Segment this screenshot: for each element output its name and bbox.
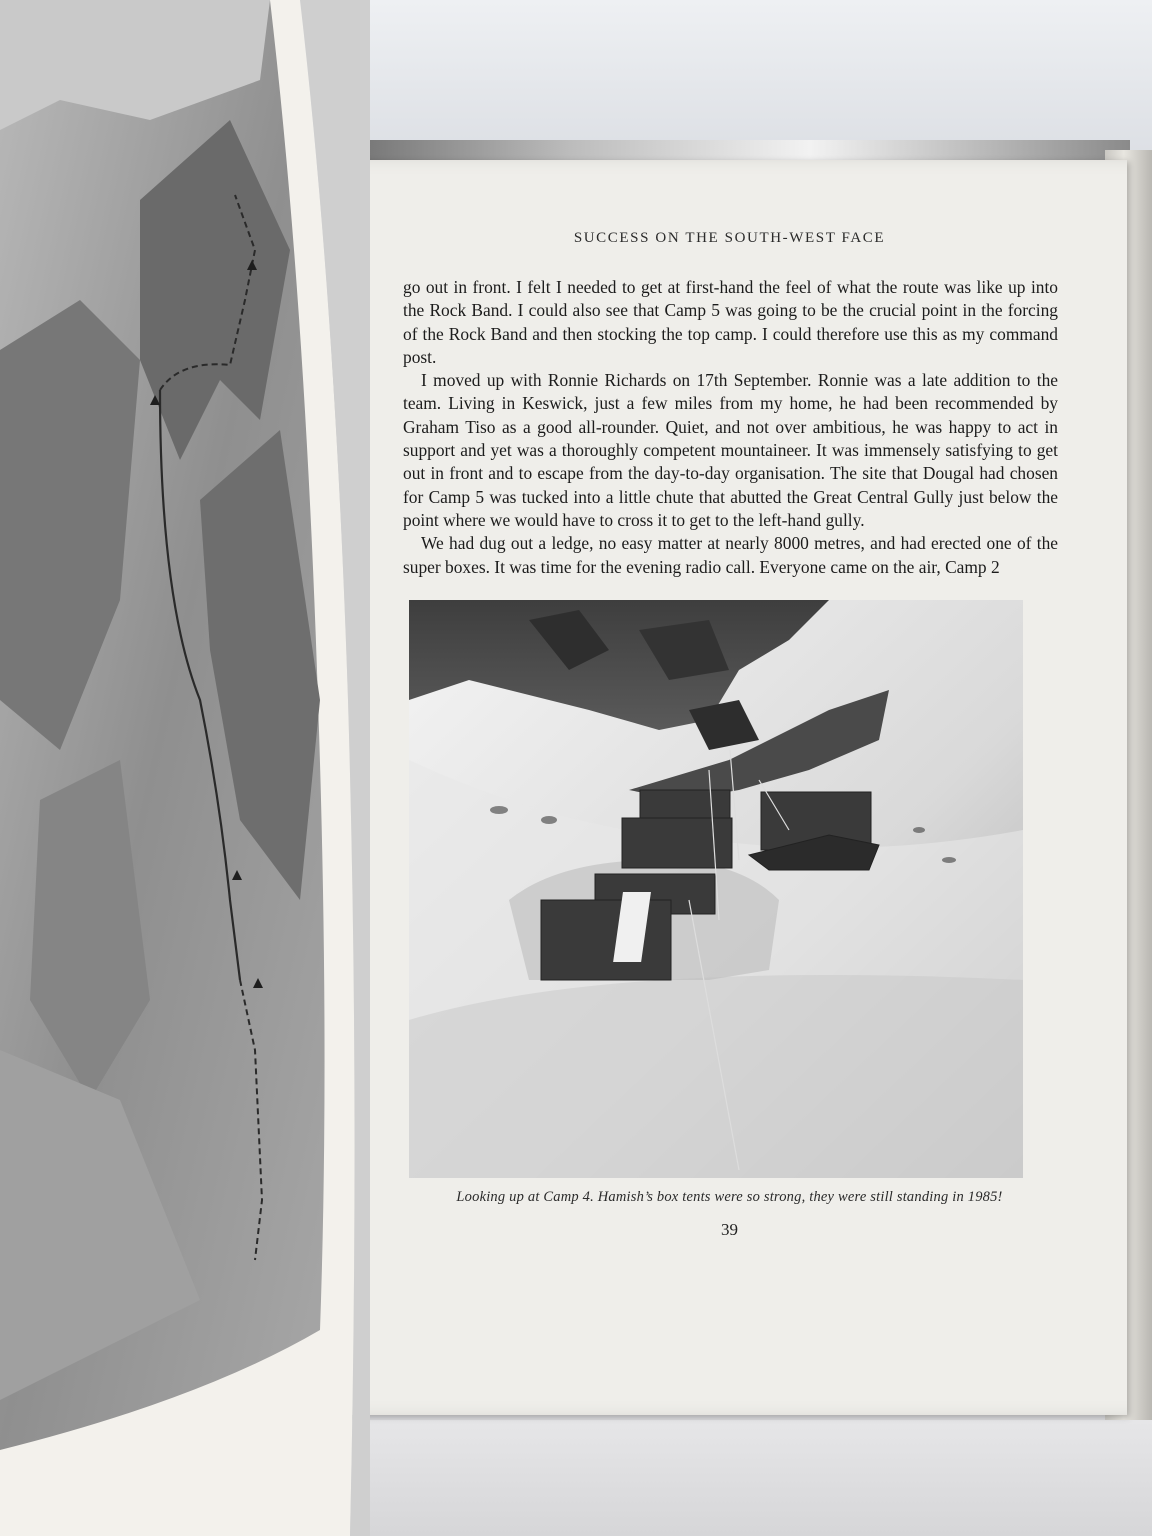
legend-caption: [0, 1012, 2, 1332]
left-page-photo: [0, 0, 370, 1536]
paragraph: We had dug out a ledge, no easy matter at nearly 8000 metres, and had erected one of the super boxes. It was time for the evening radio call. Everyone came on the air, Camp 2: [403, 533, 1058, 577]
page-number: 39: [721, 1220, 738, 1239]
camp-photo: [409, 600, 1023, 1178]
paragraph: go out in front. I felt I needed to get at first-hand the feel of what the route was like up into the Rock Band. I could also see that Camp 5 was going to be the crucial point in the forcing of the Rock Band and then stocking the top camp. I could therefore use this as my command post.: [403, 277, 1058, 367]
running-head: SUCCESS ON THE SOUTH-WEST FACE: [573, 230, 886, 246]
body-text: [403, 276, 1058, 579]
photo-caption: Looking up at Camp 4. Hamish’s box tents were so strong, they were still standing in 1985!: [456, 1189, 1003, 1205]
paragraph: I moved up with Ronnie Richards on 17th September. Ronnie was a late addition to the team. Living in Keswick, just a few miles from my home, he had been recommended by Graham Tiso as a good all-rounder. Quiet, and not over ambitious, he was happy to act in support and yet was a thoroughly competent mountaineer. It was immensely satisfying to get out in front and to escape from the day-to-day organisation. The site that Dougal had chosen for Camp 5 was tucked into a little chute that abutted the Great Central Gully just below the point where we would have to cross it to get to the left-hand gully.: [403, 370, 1058, 530]
camp-photo-image: [409, 600, 1023, 1178]
right-page: [332, 160, 1127, 1415]
left-page: [0, 0, 370, 1536]
